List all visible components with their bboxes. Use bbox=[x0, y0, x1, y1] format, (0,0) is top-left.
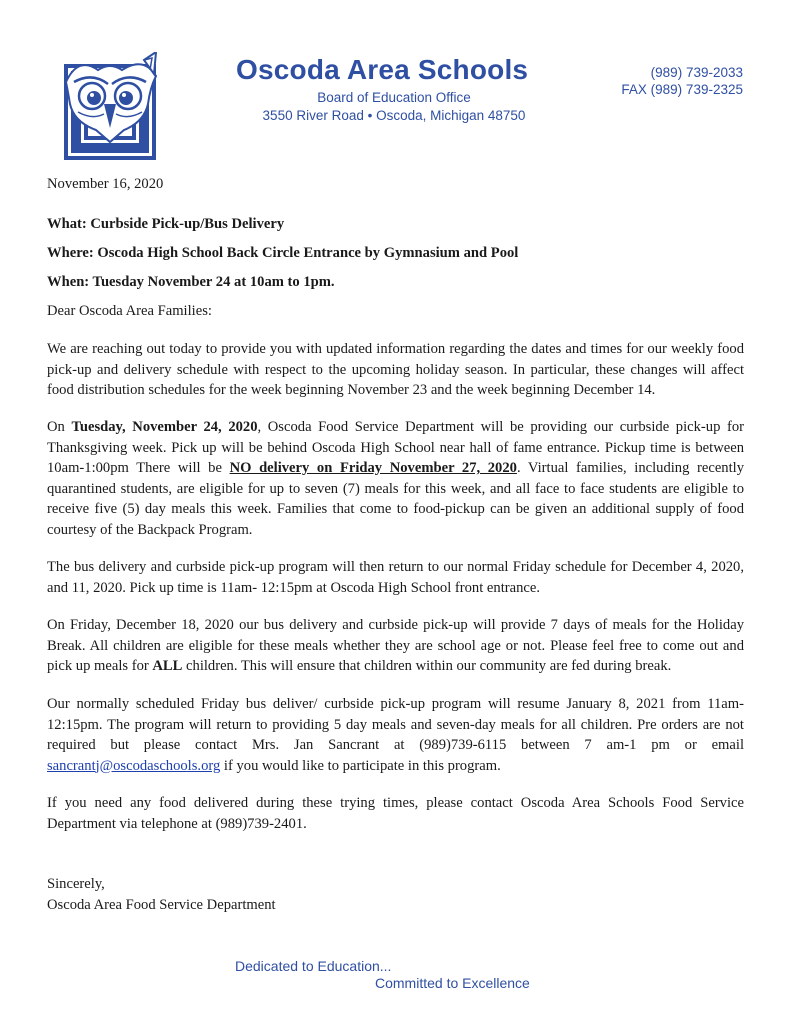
paragraph-1: We are reaching out today to provide you with updated information regarding the dates and times for our weekly food pick-up and delivery schedule with respect to the upcoming holiday season. In particular, these changes will affect food distribution schedules for the week beginning November 23 and the week beginning December 14. bbox=[47, 341, 744, 398]
event-where: Where: Oscoda High School Back Circle Entrance by Gymnasium and Pool bbox=[47, 245, 519, 261]
paragraph-2-text-c: . Virtual families, including recently quarantined students, are eligible for up to seven (7) meals for this week, and all face to face students are eligible to receive five (5) day meals this week. Families that come to food-pickup can be given an additional supply of food courtesy of the Backpack Program. bbox=[47, 460, 744, 538]
paragraph-5 bbox=[47, 694, 744, 776]
paragraph-2-date-bold: Tuesday, November 24, 2020 bbox=[71, 419, 258, 435]
school-logo-owl bbox=[58, 52, 162, 164]
paragraph-2-text-b: , Oscoda Food Service Department will be providing our curbside pick-up for Thanksgiving week. Pick up will be behind Oscoda High School near hall of fame entrance. Pickup time is between 10am-1:00pm There will be bbox=[47, 419, 744, 476]
office-name: Board of Education Office bbox=[317, 90, 471, 105]
footer-motto-line-1: Dedicated to Education... bbox=[235, 958, 392, 974]
paragraph-2-text-a: On bbox=[47, 419, 72, 435]
paragraph-4-text-a: On Friday, December 18, 2020 our bus delivery and curbside pick-up will provide 7 days of meals for the Holiday Break. All children are eligible for these meals whether they are school age or not. Please feel free to come out and pick up meals for bbox=[47, 617, 744, 674]
phone-number: (989) 739-2033 bbox=[650, 65, 743, 80]
event-when: When: Tuesday November 24 at 10am to 1pm. bbox=[47, 274, 335, 290]
paragraph-2 bbox=[47, 417, 744, 540]
paragraph-6: If you need any food delivered during these trying times, please contact Oscoda Area Schools Food Service Department via telephone at (989)739-2401. bbox=[47, 795, 744, 832]
contact-email-link[interactable]: sancrantj@oscodaschools.org bbox=[47, 757, 221, 774]
paragraph-4-all-bold: ALL bbox=[152, 658, 183, 674]
closing: Sincerely, bbox=[47, 876, 105, 892]
org-name: Oscoda Area Schools bbox=[236, 54, 529, 85]
office-address: 3550 River Road • Oscoda, Michigan 48750 bbox=[262, 108, 526, 123]
event-what: What: Curbside Pick-up/Bus Delivery bbox=[47, 216, 285, 232]
signature: Oscoda Area Food Service Department bbox=[47, 897, 276, 913]
paragraph-5-text-b: if you would like to participate in this program. bbox=[220, 757, 501, 774]
paragraph-2-no-delivery: NO delivery on Friday November 27, 2020 bbox=[229, 460, 517, 476]
paragraph-5-text-a: Our normally scheduled Friday bus deliver/ curbside pick-up program will resume January 8, 2021 from 11am-12:15pm. The program will return to providing 5 day meals and seven-day meals for all children. Pre orders are not required but please contact Mrs. Jan Sancrant at (989)739-6115 between 7 am-1 pm or email bbox=[47, 696, 744, 753]
letter-date: November 16, 2020 bbox=[47, 176, 164, 192]
fax-number: FAX (989) 739-2325 bbox=[621, 82, 743, 97]
footer-motto-line-2: Committed to Excellence bbox=[375, 975, 530, 991]
paragraph-4-text-b: children. This will ensure that children within our community are fed during break. bbox=[182, 658, 672, 674]
paragraph-4 bbox=[47, 615, 744, 677]
paragraph-3: The bus delivery and curbside pick-up program will then return to our normal Friday schedule for December 4, 2020, and 11, 2020. Pick up time is 11am- 12:15pm at Oscoda High School front entrance. bbox=[47, 559, 744, 596]
salutation: Dear Oscoda Area Families: bbox=[47, 303, 212, 319]
